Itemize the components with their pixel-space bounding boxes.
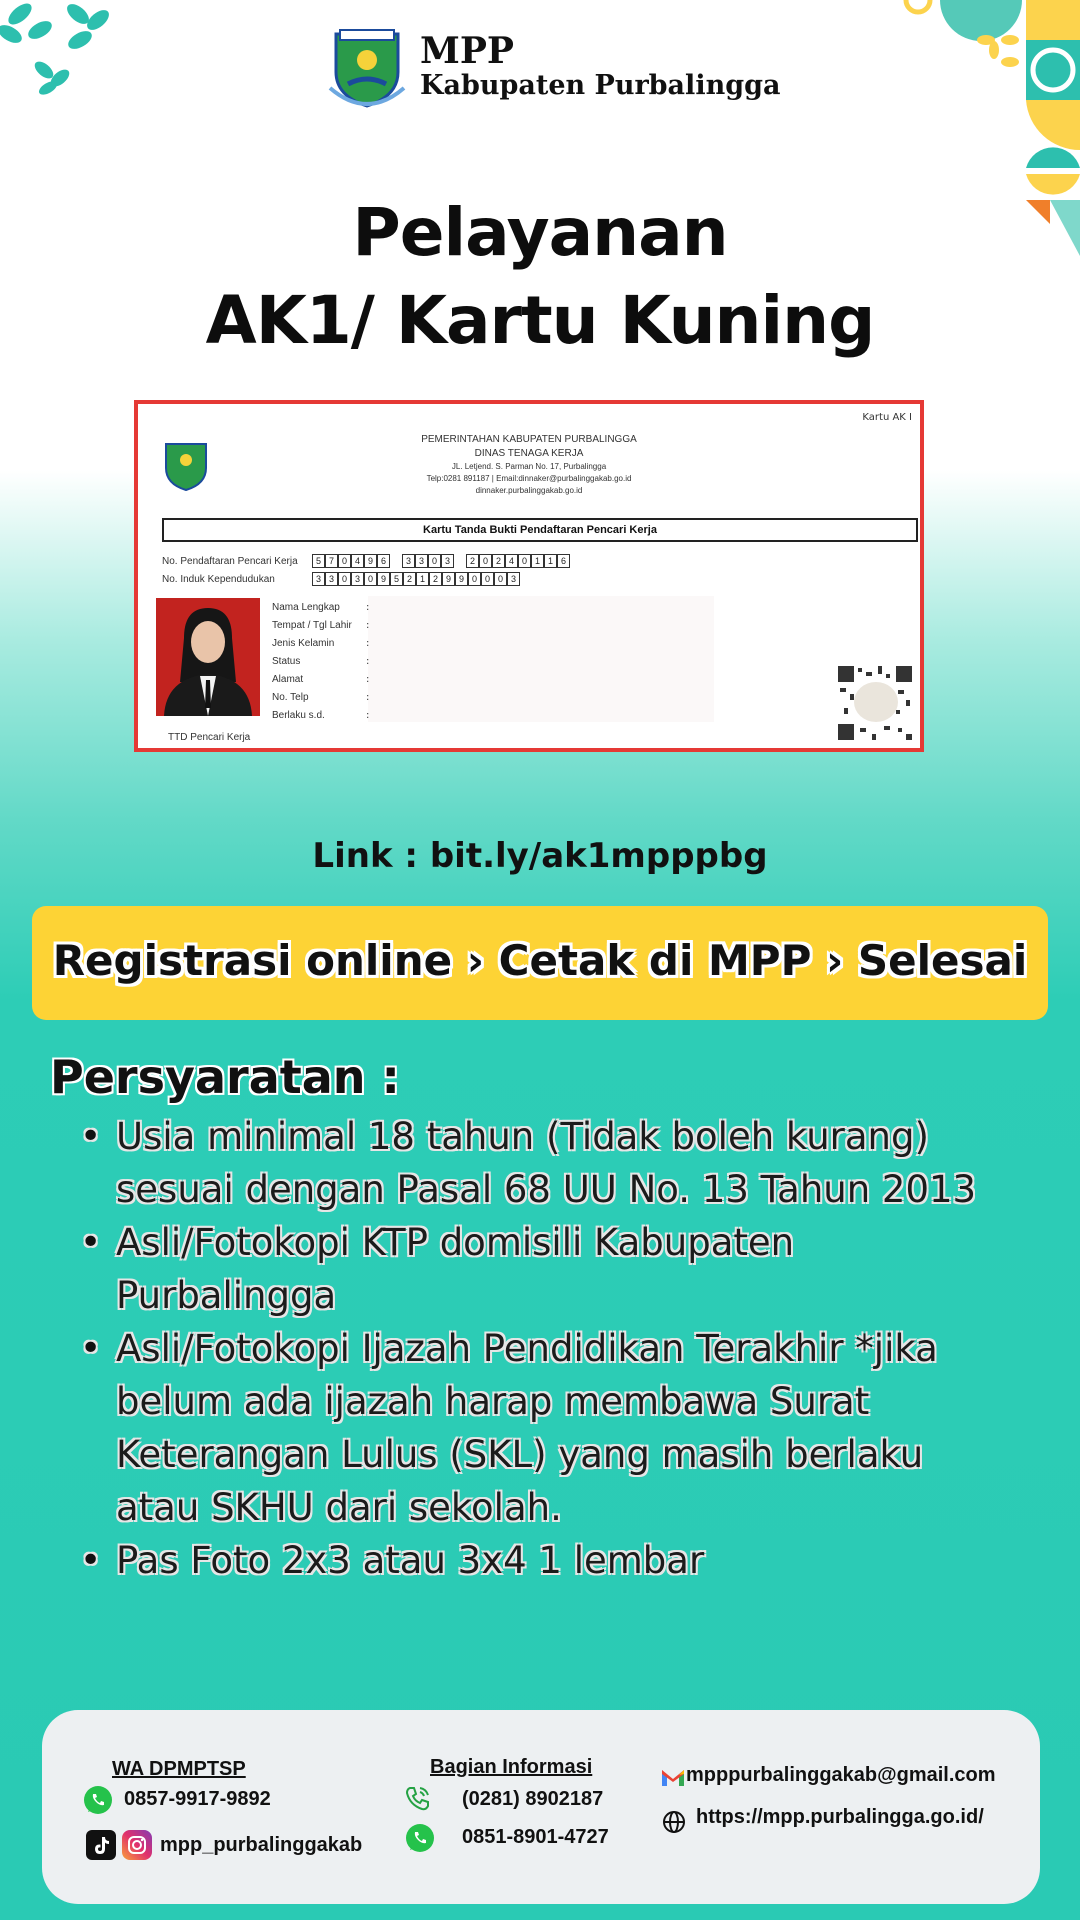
digit-box bbox=[454, 554, 466, 568]
card-field-label: Berlaku s.d. bbox=[272, 710, 325, 721]
digit-box: 0 bbox=[338, 554, 351, 568]
requirements-list bbox=[78, 1110, 1018, 1587]
page-title-line1: Pelayanan bbox=[352, 194, 728, 271]
digit-box: 7 bbox=[325, 554, 338, 568]
instagram-icon bbox=[122, 1830, 152, 1860]
whatsapp-icon bbox=[404, 1822, 436, 1854]
digit-box: 5 bbox=[390, 572, 403, 586]
card-field-area bbox=[368, 596, 714, 722]
globe-icon bbox=[662, 1810, 686, 1834]
ak1-card-preview: Kartu AK I PEMERINTAHAN KABUPATEN PURBALINGGA DINAS TENAGA KERJA JL. Letjend. S. Parman No. 17, Purbalingga Telp:0281 891187 | Email:dinnaker@purbalinggakab.go.id dinnaker.purbalinggakab.go.id Kartu Tanda Bukti Pendaftaran Pencari Kerja No. Pendaftaran Pencari Kerja 5 7 0 4 9 6 3 3 0 3 2 0 2 4 0 1 1 6 No. Induk Kependudukan 3 3 0 3 0 9 5 2 1 2 9 9 0 0 0 3 Nama Lengkap Tempat / Tgl Lahir Jenis Kelamin Status Alamat No. Telp Berlaku s.d. : : : : : : : TTD Pencari Kerja bbox=[134, 400, 924, 752]
card-field-label: Status bbox=[272, 656, 301, 667]
card-field-label: Nama Lengkap bbox=[272, 602, 340, 613]
brand-name: MPP bbox=[420, 30, 514, 72]
digit-box: 3 bbox=[507, 572, 520, 586]
registration-digits bbox=[312, 554, 570, 568]
brand-subtitle: Kabupaten Purbalingga bbox=[420, 70, 781, 101]
page-title-line2: AK1/ Kartu Kuning bbox=[205, 282, 875, 359]
requirements-title: Persyaratan : bbox=[50, 1050, 400, 1104]
digit-box: 0 bbox=[481, 572, 494, 586]
gmail-icon bbox=[660, 1766, 686, 1788]
card-header-line: Telp:0281 891187 | Email:dinnaker@purbalinggakab.go.id bbox=[426, 474, 632, 483]
wa-number[interactable]: 0857-9917-9892 bbox=[124, 1788, 271, 1810]
card-field-label: No. Telp bbox=[272, 692, 309, 703]
social-handle[interactable]: mpp_purbalinggakab bbox=[160, 1834, 363, 1856]
card-header-line: PEMERINTAHAN KABUPATEN PURBALINGGA bbox=[421, 434, 637, 445]
card-corner-label: Kartu AK I bbox=[862, 412, 912, 423]
signature-label: TTD Pencari Kerja bbox=[168, 732, 251, 743]
info-whatsapp[interactable]: 0851-8901-4727 bbox=[462, 1826, 609, 1848]
digit-box: 9 bbox=[377, 572, 390, 586]
digit-box: 9 bbox=[442, 572, 455, 586]
digit-box bbox=[390, 554, 402, 568]
digit-box: 0 bbox=[338, 572, 351, 586]
info-phone[interactable]: (0281) 8902187 bbox=[462, 1788, 604, 1810]
whatsapp-icon bbox=[82, 1784, 114, 1816]
contact-footer bbox=[42, 1710, 1040, 1904]
digit-box: 3 bbox=[402, 554, 415, 568]
card-field-label: Alamat bbox=[272, 674, 304, 685]
card-bar-title: Kartu Tanda Bukti Pendaftaran Pencari Kerja bbox=[162, 518, 918, 542]
nik-digits bbox=[312, 572, 520, 586]
requirement-item: • Asli/Fotokopi KTP domisili Kabupaten Purbalingga bbox=[78, 1216, 1018, 1322]
steps-banner-text: Registrasi online › Cetak di MPP › Selesai bbox=[52, 936, 1028, 985]
crest-logo bbox=[328, 28, 406, 110]
digit-box: 0 bbox=[518, 554, 531, 568]
applicant-photo bbox=[156, 598, 260, 716]
website-link[interactable]: https://mpp.purbalingga.go.id/ bbox=[696, 1806, 984, 1828]
digit-box: 3 bbox=[312, 572, 325, 586]
requirement-item: • Asli/Fotokopi Ijazah Pendidikan Terakhir *jika belum ada ijazah harap membawa Surat Keterangan Lulus (SKL) yang masih berlaku atau SKHU dari sekolah. bbox=[78, 1322, 1018, 1534]
card-header-line: JL. Letjend. S. Parman No. 17, Purbalingga bbox=[451, 462, 607, 471]
digit-box: 4 bbox=[351, 554, 364, 568]
digit-box: 0 bbox=[494, 572, 507, 586]
registration-link[interactable]: Link : bit.ly/ak1mpppbg bbox=[312, 836, 768, 876]
digit-box: 5 bbox=[312, 554, 325, 568]
contact-email[interactable]: mpppurbalinggakab@gmail.com bbox=[686, 1764, 996, 1786]
card-header-line: dinnaker.purbalinggakab.go.id bbox=[475, 486, 583, 495]
steps-banner bbox=[32, 906, 1048, 1020]
digit-box: 3 bbox=[325, 572, 338, 586]
requirement-item: • Pas Foto 2x3 atau 3x4 1 lembar bbox=[78, 1534, 1018, 1587]
digit-box: 1 bbox=[531, 554, 544, 568]
digit-box: 1 bbox=[544, 554, 557, 568]
digit-box: 2 bbox=[403, 572, 416, 586]
phone-icon bbox=[404, 1784, 432, 1812]
digit-box: 1 bbox=[416, 572, 429, 586]
info-heading: Bagian Informasi bbox=[430, 1756, 593, 1778]
digit-box: 4 bbox=[505, 554, 518, 568]
wa-heading: WA DPMPTSP bbox=[112, 1758, 246, 1780]
digit-box: 2 bbox=[429, 572, 442, 586]
card-field-label: Jenis Kelamin bbox=[272, 638, 335, 649]
card-header-line: DINAS TENAGA KERJA bbox=[474, 448, 584, 459]
digit-box: 0 bbox=[479, 554, 492, 568]
digit-box: 3 bbox=[351, 572, 364, 586]
qr-code bbox=[836, 664, 914, 742]
registration-label: No. Pendaftaran Pencari Kerja bbox=[162, 556, 298, 567]
header bbox=[0, 26, 1080, 116]
digit-box: 0 bbox=[468, 572, 481, 586]
requirement-item: • Usia minimal 18 tahun (Tidak boleh kurang) sesuai dengan Pasal 68 UU No. 13 Tahun 2013 bbox=[78, 1110, 1018, 1216]
nik-label: No. Induk Kependudukan bbox=[162, 574, 275, 585]
digit-box: 6 bbox=[557, 554, 570, 568]
digit-box: 3 bbox=[415, 554, 428, 568]
card-field-label: Tempat / Tgl Lahir bbox=[272, 620, 352, 631]
digit-box: 2 bbox=[492, 554, 505, 568]
digit-box: 9 bbox=[364, 554, 377, 568]
digit-box: 6 bbox=[377, 554, 390, 568]
tiktok-icon bbox=[86, 1830, 116, 1860]
digit-box: 2 bbox=[466, 554, 479, 568]
digit-box: 0 bbox=[364, 572, 377, 586]
digit-box: 9 bbox=[455, 572, 468, 586]
digit-box: 3 bbox=[441, 554, 454, 568]
digit-box: 0 bbox=[428, 554, 441, 568]
